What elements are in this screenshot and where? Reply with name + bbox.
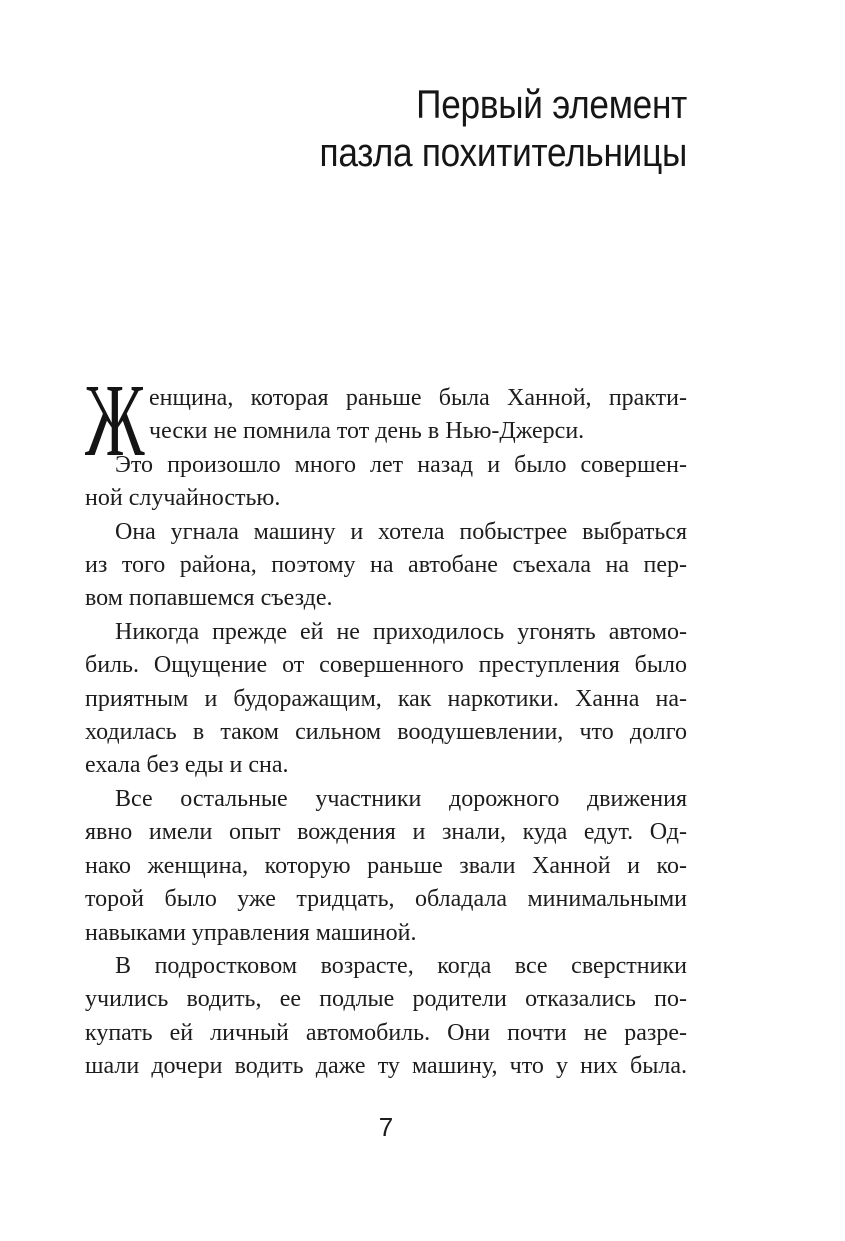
text-line: ехала без еды и сна. <box>85 752 289 779</box>
text-line: явно имели опыт вождения и знали, куда едут. Од- <box>85 819 687 846</box>
text-line: ходилась в таком сильном воодушевлении, что долго <box>85 719 687 746</box>
text-line: вом попавшемся съезде. <box>85 585 333 612</box>
chapter-title <box>157 81 687 177</box>
text-line: ной случайностью. <box>85 485 281 512</box>
text-line: Никогда прежде ей не приходилось угонять автомо- <box>115 618 687 645</box>
text-line: из того района, поэтому на автобане съехала на пер- <box>85 552 687 579</box>
text-line: нако женщина, которую раньше звали Ханной и ко- <box>85 852 687 879</box>
chapter-title-line-2: пазла похитительницы <box>319 131 687 175</box>
text-line: купать ей личный автомобиль. Они почти не разре- <box>85 1019 687 1046</box>
text-line: приятным и будоражащим, как наркотики. Ханна на- <box>85 685 687 712</box>
text-line: торой было уже тридцать, обладала минимальными <box>85 886 687 913</box>
drop-cap: Ж <box>85 363 145 478</box>
body-text <box>85 363 687 1084</box>
paragraph-6 <box>85 950 687 1084</box>
text-line: навыками управления машиной. <box>85 919 417 946</box>
text-line: учились водить, ее подлые родители отказались по- <box>85 986 687 1013</box>
text-line: енщина, которая раньше была Ханной, практи- <box>149 385 687 411</box>
text-line: шали дочери водить даже ту машину, что у них была. <box>85 1053 687 1080</box>
chapter-title-line-1: Первый элемент <box>416 83 687 127</box>
paragraph-5 <box>85 783 687 950</box>
page-number: 7 <box>378 1112 394 1142</box>
text-line: Это произошло много лет назад и было совершен- <box>115 451 687 478</box>
text-line: В подростковом возрасте, когда все сверстники <box>115 952 687 979</box>
text-line: чески не помнила тот день в Нью-Джерси. <box>149 418 585 445</box>
text-line: биль. Ощущение от совершенного преступления было <box>85 652 687 679</box>
paragraph-2 <box>85 449 687 516</box>
text-line: Она угнала машину и хотела побыстрее выбраться <box>115 518 687 545</box>
paragraph-4 <box>85 616 687 783</box>
text-line: Все остальные участники дорожного движения <box>115 785 687 812</box>
paragraph-3 <box>85 516 687 616</box>
